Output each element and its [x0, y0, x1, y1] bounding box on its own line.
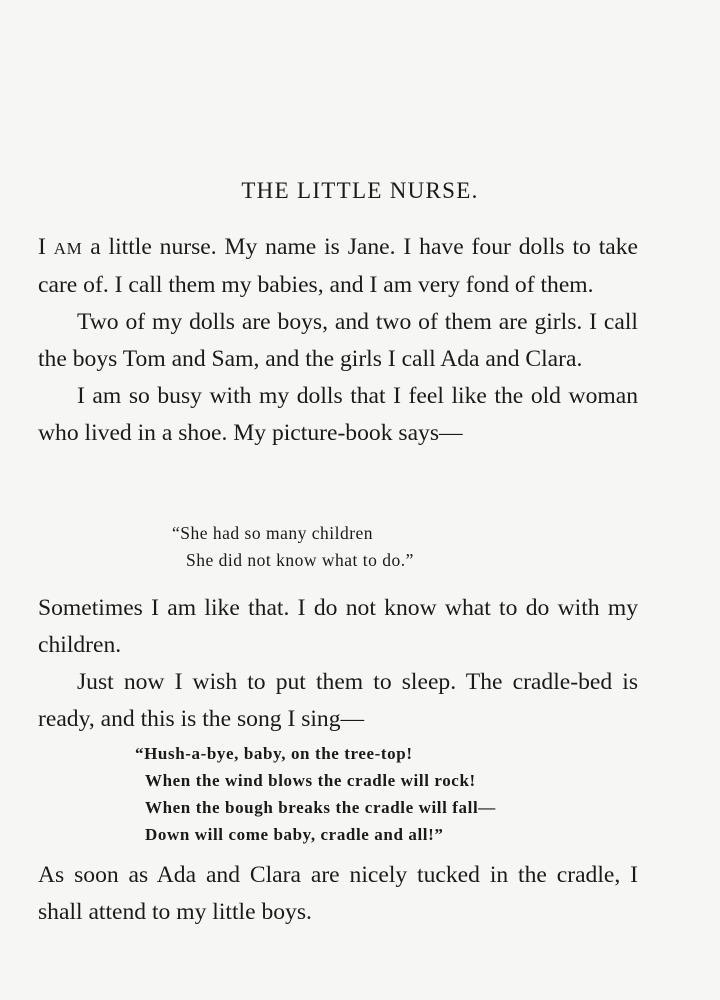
song-line: “Hush-a-bye, baby, on the tree-top! [135, 744, 413, 763]
song-line: Down will come baby, cradle and all!” [145, 825, 444, 844]
paragraph-1-dropcap: I [38, 234, 46, 260]
paragraph-1-text: a little nurse. My name is Jane. I have four dolls to take care of. I call them my babies, and I am very fond of them. [38, 234, 638, 298]
text-block-3 [38, 857, 638, 931]
paragraph-4: Sometimes I am like that. I do not know what to do with my children. [38, 595, 638, 658]
paragraph-1 [38, 229, 638, 304]
paragraph-6: As soon as Ada and Clara are nicely tucked in the cradle, I shall attend to my little boys. [38, 862, 638, 925]
page-title: THE LITTLE NURSE. [241, 178, 479, 203]
text-block-1 [38, 229, 638, 452]
paragraph-3: I am so busy with my dolls that I feel like the old woman who lived in a shoe. My picture-book says— [38, 383, 638, 446]
paragraph-2: Two of my dolls are boys, and two of them are girls. I call the boys Tom and Sam, and the girls I call Ada and Clara. [38, 309, 638, 372]
song-verse [135, 740, 496, 848]
quote-line: She did not know what to do.” [186, 550, 414, 570]
quote-verse [172, 520, 414, 574]
text-block-2 [38, 590, 638, 738]
song-line: When the wind blows the cradle will rock! [145, 771, 476, 790]
paragraph-5: Just now I wish to put them to sleep. The cradle-bed is ready, and this is the song I sing— [38, 669, 638, 732]
song-line: When the bough breaks the cradle will fall— [145, 798, 496, 817]
paragraph-1-smallcaps: AM [53, 239, 83, 258]
quote-line: “She had so many children [172, 523, 374, 543]
